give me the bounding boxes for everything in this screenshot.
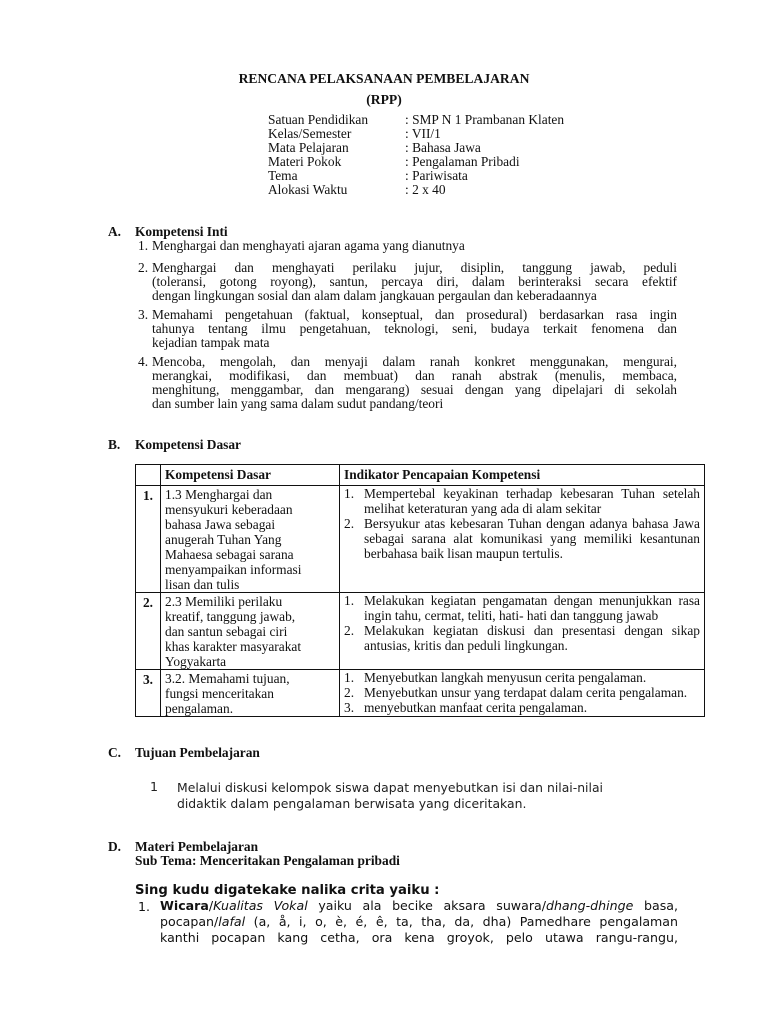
indicator-text: Menyebutkan unsur yang terdapat dalam cerita pengalaman. xyxy=(364,685,688,700)
ki-line: dan sumber lain yang sama dalam sudut pandang/teori xyxy=(152,396,444,411)
term-italic: Kualitas Vokal xyxy=(213,898,308,913)
kd-line: 3.2. Memahami tujuan, xyxy=(165,671,290,686)
text-run: basa, xyxy=(633,898,678,913)
kd-line: dan santun sebagai ciri xyxy=(165,624,288,639)
table-header-row xyxy=(136,465,705,486)
table-row xyxy=(136,486,705,593)
kd-line: 2.3 Memiliki perilaku xyxy=(165,594,283,609)
indicator-text: Melakukan kegiatan pengamatan dengan menunjukkan rasa ingin tahu, cermat, teliti, hati- hati dan tanggung jawab xyxy=(364,593,700,623)
indicator-cell xyxy=(340,593,705,670)
indicator-item xyxy=(344,593,700,623)
kd-line: Yogyakarta xyxy=(165,654,227,669)
meta-label: Kelas/Semester xyxy=(268,126,352,141)
meta-value: : Pengalaman Pribadi xyxy=(405,154,520,169)
goal-number: 1 xyxy=(150,779,159,794)
table-header-cell: Kompetensi Dasar xyxy=(161,465,340,486)
ki-line: (toleransi, gotong royong), santun, percaya diri, dalam berinteraksi secara efektif xyxy=(152,274,677,289)
meta-label: Alokasi Waktu xyxy=(268,182,348,197)
kd-line: pengalaman. xyxy=(165,701,234,716)
indicator-item xyxy=(344,623,700,653)
text-run: yaiku ala becike aksara suwara/ xyxy=(307,898,546,913)
indicator-number: 1. xyxy=(344,486,355,501)
document-subtitle: (RPP) xyxy=(366,92,402,107)
kd-line: fungsi menceritakan xyxy=(165,686,274,701)
goal-text xyxy=(177,780,677,812)
indicator-item xyxy=(344,486,700,516)
section-b-title: Kompetensi Dasar xyxy=(135,437,242,452)
indicator-text: Menyebutkan langkah menyusun cerita pengalaman. xyxy=(364,670,647,685)
kd-line: bahasa Jawa sebagai xyxy=(165,517,276,532)
meta-value: : VII/1 xyxy=(405,126,441,141)
row-number: 2. xyxy=(136,593,161,670)
ki-number: 1. xyxy=(138,238,149,253)
indicator-number: 1. xyxy=(344,670,355,685)
indicator-text: menyebutkan manfaat cerita pengalaman. xyxy=(364,700,588,715)
materi-line: kanthi pocapan kang cetha, ora kena groyok, pelo utawa rangu-rangu, xyxy=(160,930,678,946)
kd-cell xyxy=(161,593,340,670)
indicator-number: 2. xyxy=(344,623,355,638)
kd-line: 1.3 Menghargai dan xyxy=(165,487,273,502)
kd-line: kreatif, tanggung jawab, xyxy=(165,609,296,624)
row-number: 1. xyxy=(136,486,161,593)
kd-line: khas karakter masyarakat xyxy=(165,639,302,654)
meta-value: : 2 x 40 xyxy=(405,182,446,197)
section-c-title: Tujuan Pembelajaran xyxy=(135,745,260,760)
indicator-text: Mempertebal keyakinan terhadap kebesaran Tuhan setelah melihat keteraturan yang ada di alam sekitar xyxy=(364,486,700,516)
indicator-number: 3. xyxy=(344,700,355,715)
indicator-text: Melakukan kegiatan diskusi dan presentasi dengan sikap antusias, kritis dan peduli lingkungan. xyxy=(364,623,700,653)
section-d-subtitle: Sub Tema: Menceritakan Pengalaman pribadi xyxy=(135,853,400,868)
kd-line: lisan dan tulis xyxy=(165,577,240,592)
meta-value: : Bahasa Jawa xyxy=(405,140,481,155)
meta-value: : Pariwisata xyxy=(405,168,468,183)
table-header-cell: Indikator Pencapaian Kompetensi xyxy=(340,465,705,486)
ki-line: menghitung, menggambar, dan mengarang) sesuai dengan yang dipelajari di sekolah xyxy=(152,382,677,397)
section-d-title: Materi Pembelajaran xyxy=(135,839,259,854)
kd-cell xyxy=(161,486,340,593)
section-b-letter: B. xyxy=(108,437,121,452)
term-italic: lafal xyxy=(218,914,246,930)
section-a-letter: A. xyxy=(108,224,122,239)
ki-line: Mencoba, mengolah, dan menyaji dalam ranah konkret menggunakan, mengurai, xyxy=(152,354,677,369)
meta-label: Satuan Pendidikan xyxy=(268,112,369,127)
ki-line: dengan lingkungan sosial dan alam dalam jangkauan pergaulan dan keberadaannya xyxy=(152,288,597,303)
section-c-letter: C. xyxy=(108,745,122,760)
meta-label: Mata Pelajaran xyxy=(268,140,349,155)
meta-label: Tema xyxy=(268,168,298,183)
indicator-item xyxy=(344,700,700,715)
section-a-title: Kompetensi Inti xyxy=(135,224,228,239)
indicator-item xyxy=(344,685,700,700)
goal-line: didaktik dalam pengalaman berwisata yang diceritakan. xyxy=(177,796,527,811)
materi-intro: Sing kudu digatekake nalika crita yaiku : xyxy=(135,883,440,898)
ki-line: Menghargai dan menghayati perilaku jujur, disiplin, tanggung jawab, peduli xyxy=(152,260,677,275)
kd-line: menyampaikan informasi xyxy=(165,562,302,577)
indicator-item xyxy=(344,516,700,561)
indicator-cell xyxy=(340,486,705,593)
meta-value: : SMP N 1 Prambanan Klaten xyxy=(405,112,565,127)
ki-line: kejadian tampak mata xyxy=(152,335,270,350)
table-row xyxy=(136,593,705,670)
document-title: RENCANA PELAKSANAAN PEMBELAJARAN xyxy=(238,71,530,86)
section-d-letter: D. xyxy=(108,839,122,854)
materi-item-number: 1. xyxy=(138,899,151,914)
indicator-number: 1. xyxy=(344,593,355,608)
table-row xyxy=(136,670,705,717)
indicator-item xyxy=(344,670,700,685)
ki-number: 3. xyxy=(138,307,149,322)
indicator-cell xyxy=(340,670,705,717)
indicator-number: 2. xyxy=(344,685,355,700)
text-run: (a, å, i, o, è, é, ê, ta, tha, da, dha) Pamedhare pengalaman xyxy=(245,914,678,930)
indicator-number: 2. xyxy=(344,516,355,531)
kd-line: mensyukuri keberadaan xyxy=(165,502,293,517)
materi-line xyxy=(160,898,678,914)
term-bold: Wicara xyxy=(160,898,209,913)
indicator-text: Bersyukur atas kebesaran Tuhan dengan adanya bahasa Jawa sebagai sarana alat komunikasi yang memiliki kesantunan berbahasa baik lisan maupun tertulis. xyxy=(364,516,700,561)
ki-number: 2. xyxy=(138,260,149,275)
slash: / xyxy=(208,898,214,913)
ki-number: 4. xyxy=(138,354,149,369)
kd-line: anugerah Tuhan Yang xyxy=(165,532,282,547)
materi-item-text xyxy=(160,898,678,947)
kd-cell xyxy=(161,670,340,717)
ki-line: merangkai, modifikasi, dan membuat) dan ranah abstrak (menulis, membaca, xyxy=(152,368,677,383)
kompetensi-dasar-table xyxy=(135,464,705,717)
kd-line: Mahaesa sebagai sarana xyxy=(165,547,294,562)
term-italic: dhang-dhinge xyxy=(545,898,634,913)
table-header-cell xyxy=(136,465,161,486)
materi-line xyxy=(160,914,678,930)
ki-line: Memahami pengetahuan (faktual, konseptual, dan prosedural) berdasarkan rasa ingin xyxy=(152,307,677,322)
text-run: pocapan/ xyxy=(160,914,219,930)
ki-line: Menghargai dan menghayati ajaran agama yang dianutnya xyxy=(152,238,465,253)
meta-label: Materi Pokok xyxy=(268,154,342,169)
ki-line: tahunya tentang ilmu pengetahuan, teknologi, seni, budaya terkait fenomena dan xyxy=(152,321,677,336)
goal-line: Melalui diskusi kelompok siswa dapat menyebutkan isi dan nilai-nilai xyxy=(177,780,603,795)
row-number: 3. xyxy=(136,670,161,717)
